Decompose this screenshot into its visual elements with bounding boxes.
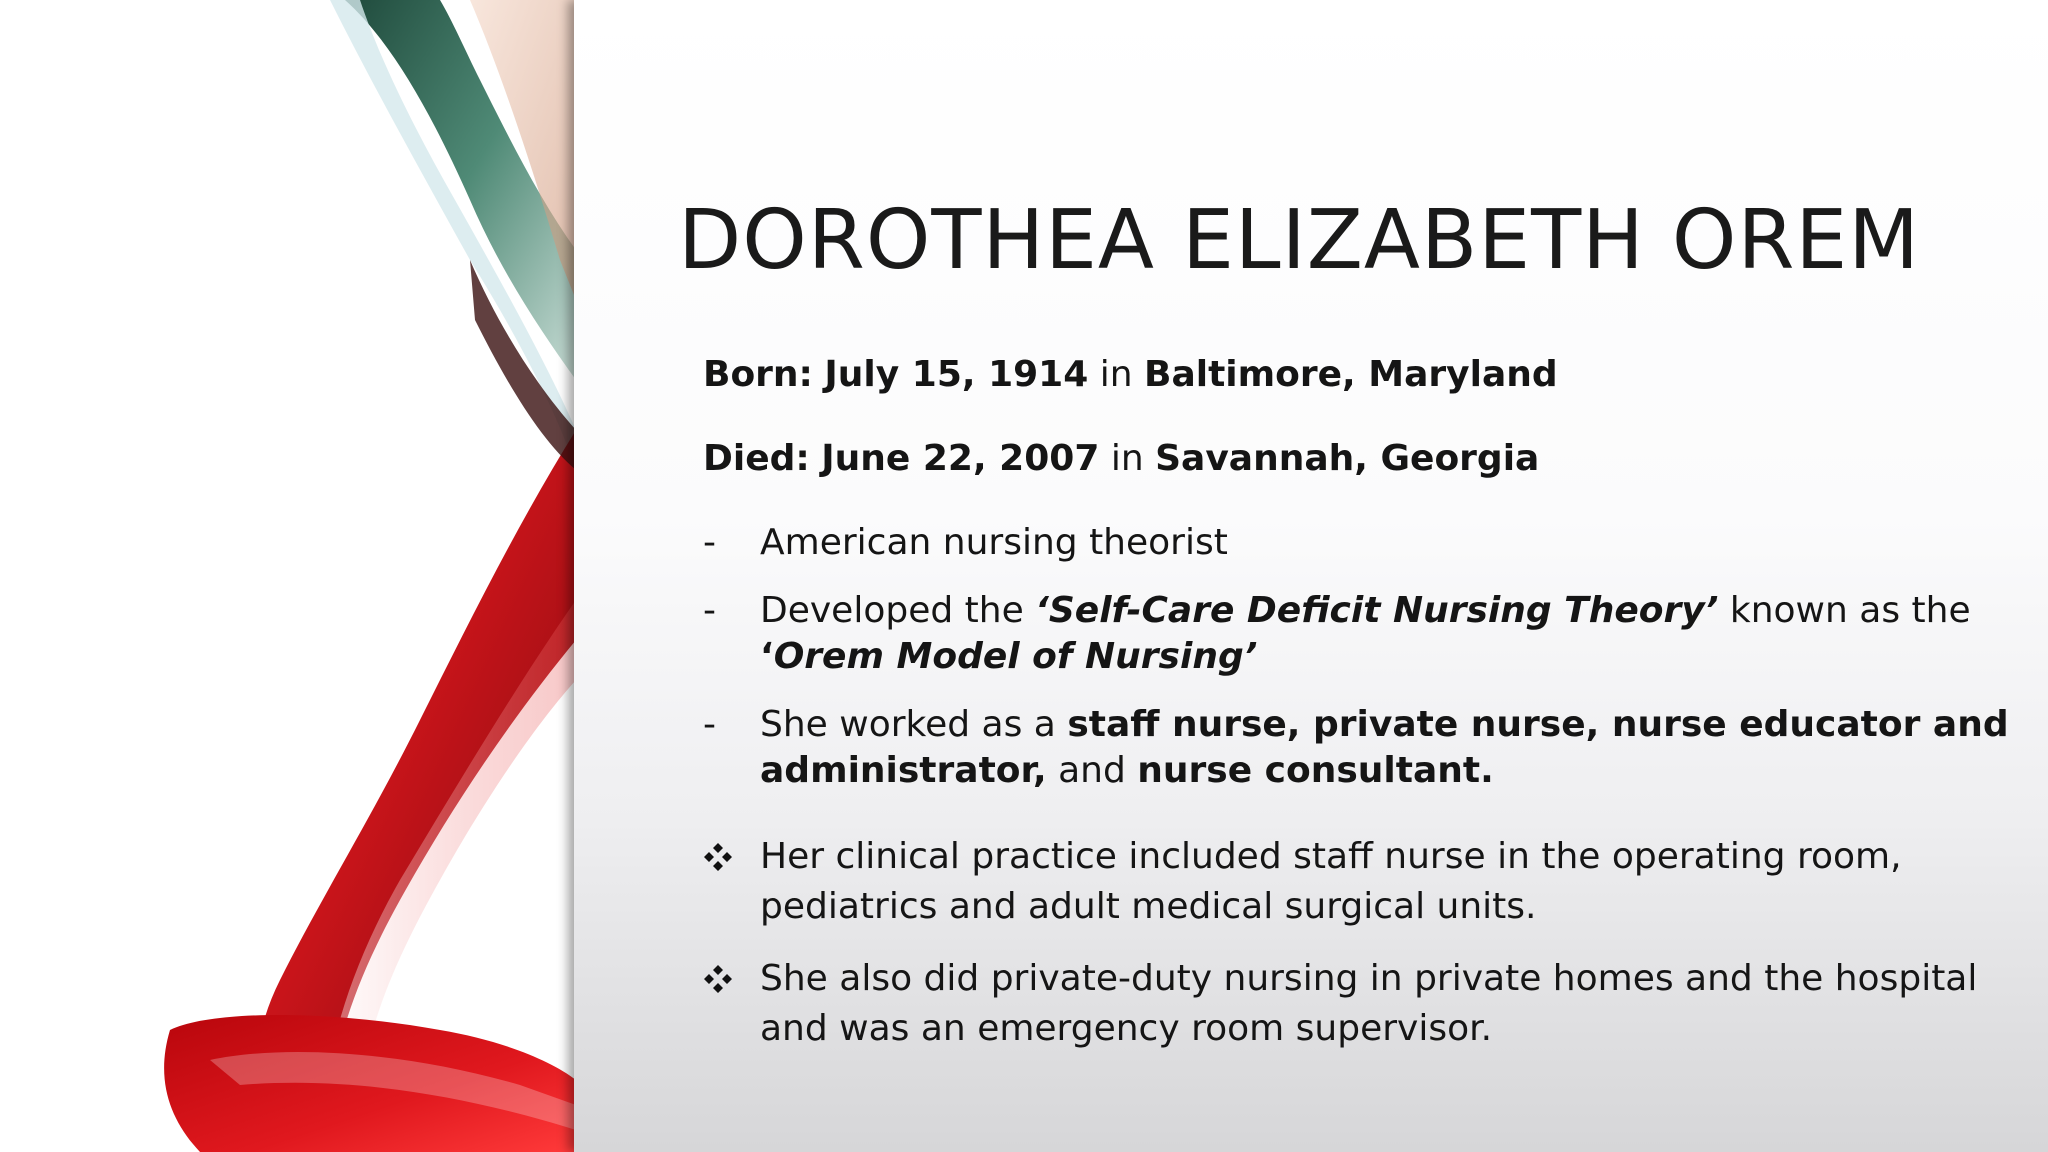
list-item [703,954,1978,1054]
slide-title: DOROTHEA ELIZABETH OREM [678,193,1920,288]
decorative-ribbon-art [0,0,576,1152]
list-item-line: and was an emergency room supervisor. [760,1008,1493,1049]
dash-bullet: - [703,704,716,745]
list-item-line: Her clinical practice included staff nurse in the operating room, [760,836,1902,877]
dash-bullet: - [703,590,716,631]
slide-body [703,352,2009,1054]
born-date: July 15, 1914 [824,354,1089,395]
list-item-prefix: Developed the [760,590,1036,631]
list-item-and: and [1046,750,1138,791]
roles-text: administrator, [760,750,1047,791]
born-place: Baltimore, Maryland [1144,354,1558,395]
list-item-line [760,748,1923,794]
list-item-line [760,702,2009,748]
list-item-middle: known as the [1718,590,1971,631]
died-place: Savannah, Georgia [1155,438,1540,479]
roles-text: staff nurse, private nurse, nurse educator and [1067,704,2009,745]
model-name: Orem Model of Nursing’ [773,636,1258,677]
list-item-line: She also did private-duty nursing in private homes and the hospital [760,958,1978,999]
theory-name: ‘Self-Care Deficit Nursing Theory’ [1035,590,1719,631]
four-diamond-bullet-icon [703,958,733,988]
died-line [703,436,1923,482]
died-connector: in [1110,438,1144,479]
four-diamond-bullet-icon [703,836,733,866]
born-line [703,352,1923,398]
list-item [703,588,1971,680]
list-item-text: American nursing theorist [760,522,1228,563]
bullet-marker [703,954,743,1004]
list-item-line [760,588,1971,634]
died-date: June 22, 2007 [821,438,1100,479]
roles-text: nurse consultant. [1137,750,1494,791]
died-label: Died: [703,438,810,479]
list-item-line: pediatrics and adult medical surgical units. [760,886,1537,927]
list-item [703,702,2009,794]
born-connector: in [1099,354,1133,395]
list-item [703,520,1923,566]
born-label: Born: [703,354,813,395]
model-quote: ‘ [760,636,774,677]
bullet-marker [703,832,743,882]
list-item-prefix: She worked as a [760,704,1068,745]
list-item [703,832,1923,932]
list-item-line [760,634,1923,680]
dash-bullet: - [703,522,716,563]
ribbon-graphic [0,0,576,1152]
